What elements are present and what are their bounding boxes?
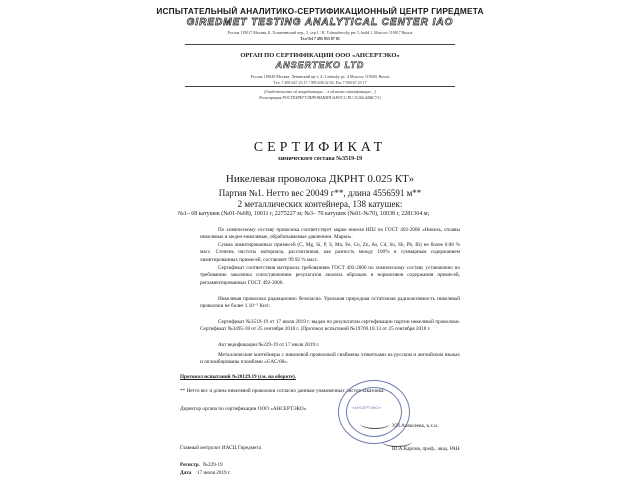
divider xyxy=(185,44,455,45)
center-name-en: GIREDMET TESTING ANALYTICAL CENTER IAO xyxy=(186,17,454,28)
paragraph-impurities: Сумма лимитированных примесей (C, Mg, Si, P, S, Mn, Fe, Cu, Zn, As, Cd, Sn, Sb, Pb, Bi) не более 0.08 % масс. Степень чистоты материала, рассчитанная, как разность между 100% и суммарным содержанием лимитированных примесей, составляет 99.92 % масс. xyxy=(200,242,460,263)
registration-label: Регистр. xyxy=(180,462,200,468)
product-name: Никелевая проволока ДКРНТ 0.025 КТ» xyxy=(225,173,415,185)
center-phone: Тел/Tel 7 495 953 87 81 xyxy=(300,36,340,41)
metrologist-name: Ю.А.Карпов, проф., акад. РАН xyxy=(392,446,460,452)
accreditation-line: (Свидетельство об аккредитации ... в области сертификации ...) xyxy=(264,89,376,94)
organ-stamp-inner xyxy=(346,387,402,437)
certificate-subtitle: химического состава №3519-19 xyxy=(277,156,363,162)
stamp-text: «АНСЕРТЭКО» xyxy=(352,405,381,410)
date-label: Дата xyxy=(180,470,192,476)
certificate-title: СЕРТИФИКАТ xyxy=(253,140,387,155)
director-title: Директор органа по сертификации ООО «АНСЕРТЭКО» xyxy=(180,406,307,412)
paragraph-grade: По химическому составу проволока соответствует марке никеля НП2 по ГОСТ 492-2006 «Никель, сплавы никелевые и медно-никелевые, обрабатываемые давлением. Марки». xyxy=(200,227,460,241)
registration-line: Регистрация РОСТЕХРЕГУЛИРОВАНИЯ №РОСС RU.31266.04ЖСУ1) xyxy=(259,95,381,100)
coils-info: №1– 68 катушек (№01-№68), 10011 г, 2275227 м; №3– 70 катушек (№01-№70), 10038 г, 2281364 м; xyxy=(178,211,430,217)
organ-name: ОРГАН ПО СЕРТИФИКАЦИИ ООО «АНСЕРТЭКО» xyxy=(240,52,400,59)
director-signature xyxy=(360,418,390,429)
party-info: Партия №1. Нетто вес 20049 г**, длина 4556591 м** xyxy=(218,188,422,198)
footnote: ** Нетто вес и длина никелевой проволоки согласно данным упаковочных листов заказчика. xyxy=(180,388,385,394)
containers-info: 2 металлических контейнера, 138 катушек: xyxy=(237,199,403,209)
metrologist-title: Главный метролог ИАСЦ Гиредмета xyxy=(180,445,261,451)
date-value: 17 июля 2019 г. xyxy=(197,470,231,476)
protocol-line: Протокол испытаний №20129.19 (см. на обороте). xyxy=(180,374,296,380)
paragraph-certificate-basis: Сертификат №3519-19 от 17 июля 2019 г. выдан по результатам сертификации партии никелевой проволоки. Сертификат №3495-18 от 25 сентября 2018 г. (Протокол испытаний №19769.18.13 от 25 сентября 2018 г. xyxy=(200,319,460,333)
organ-address: Россия 119049 Москва, Ленинский пр-т, 4 / Leninsky pr., 4 Moscow 119049, Russia xyxy=(250,74,390,79)
paragraph-radiation: Никелевая проволока радиационно безопасна. Удельная природная остаточная радиоактивность никелевой проволоки не более 1.10⁻⁵ Ки/г. xyxy=(200,296,460,310)
organ-phone: Тел. 7 495 647 23 17 / 995 638 42 82, Fax 7 958 67 23 17 xyxy=(273,80,367,85)
paragraph-verification: Акт верификации №229-19 от 17 июля 2019 г. xyxy=(218,342,320,348)
center-address: Россия 119017 Москва, Б. Толмачевский пер., 5, стр.1 / B. Tolmachevsky per 5, build.1, Moscow 119017 Russia xyxy=(227,30,413,35)
director-name: У.Н.Алексеева, к.х.н. xyxy=(392,423,439,429)
center-name-ru: ИСПЫТАТЕЛЬНЫЙ АНАЛИТИКО-СЕРТИФИКАЦИОННЫЙ ЦЕНТР ГИРЕДМЕТА xyxy=(156,6,484,16)
registration-value: №229-19 xyxy=(203,462,223,468)
divider xyxy=(185,86,455,87)
paragraph-conformity: Сертификат соответствия материала требованиям ГОСТ 492-2006 по химическому составу установлено по требованию заказчика сопоставлением результатов анализа образцов и нормативов содержания примесей, регламентированных ГОСТ 492-2006. xyxy=(200,265,460,286)
organ-name-en: ANSERTEKO LTD xyxy=(275,60,365,70)
paragraph-containers: Металлические контейнеры с никелевой проволокой снабжены этикетками на русском и английском языках и опломбированы пломбами «GAC/68». xyxy=(200,352,460,366)
